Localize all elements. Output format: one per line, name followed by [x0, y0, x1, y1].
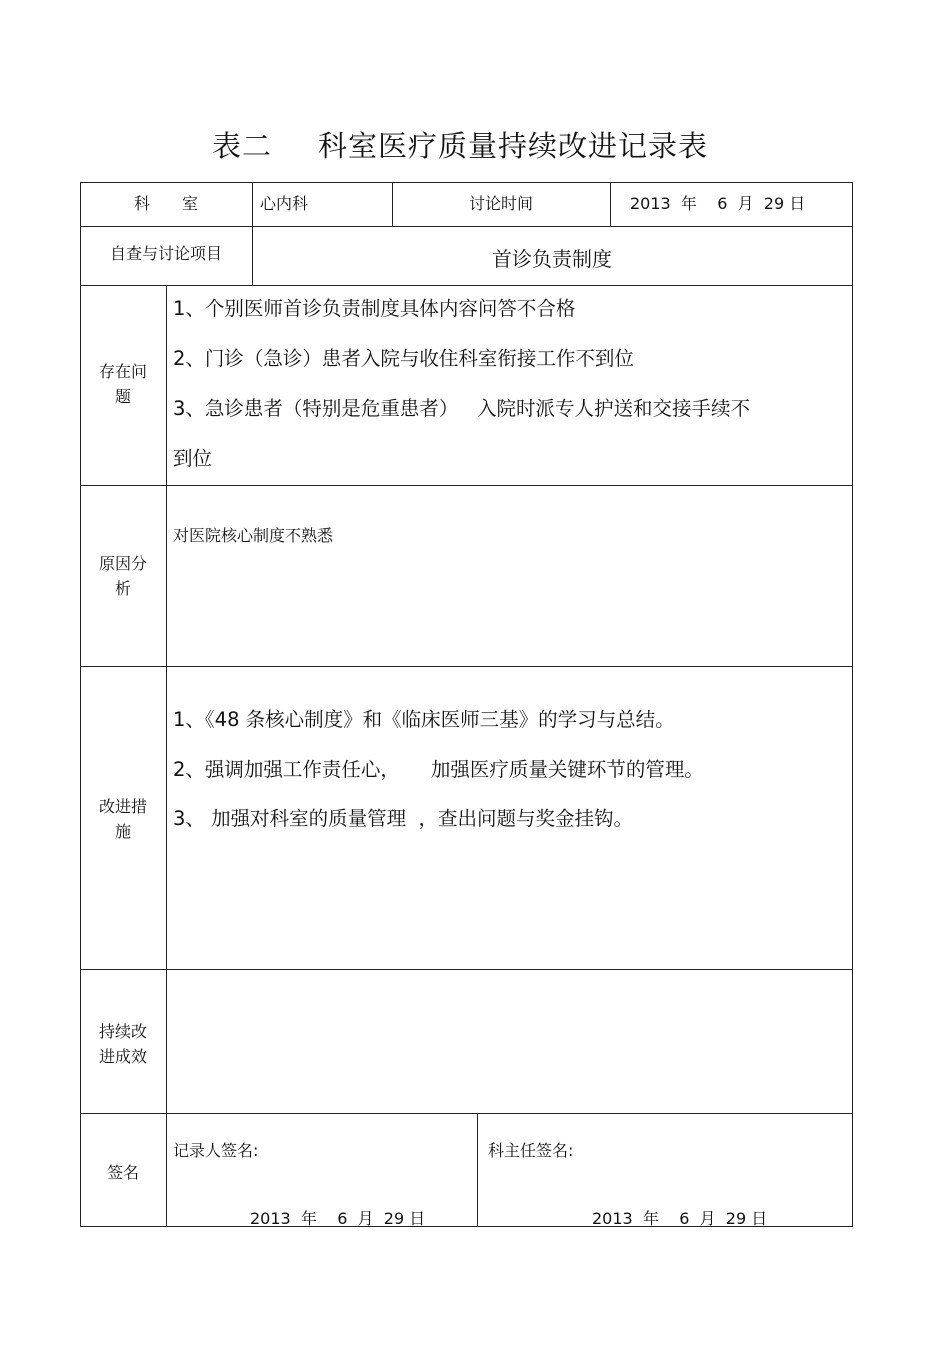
problem-item: 1、个别医师首诊负责制度具体内容问答不合格	[173, 297, 576, 320]
col-divider	[166, 285, 167, 1227]
dept-value: 心内科	[260, 194, 309, 213]
problem-item: 到位	[173, 447, 213, 470]
recorder-date: 2013 年 6 月 29 日	[250, 1209, 426, 1228]
dept-label: 科 室	[133, 194, 198, 213]
director-date: 2013 年 6 月 29 日	[592, 1209, 768, 1228]
col-divider	[477, 1113, 478, 1227]
table-border-left	[80, 182, 81, 1227]
topic-value: 首诊负责制度	[492, 247, 612, 271]
improvement-item: 1、《48 条核心制度》和《临床医师三基》的学习与总结。	[173, 708, 675, 731]
improvement-label-line1: 改进措	[98, 797, 147, 816]
row-divider	[80, 285, 853, 286]
row-divider	[80, 666, 853, 667]
signature-label: 签名	[106, 1163, 139, 1182]
row-divider	[80, 485, 853, 486]
cause-text: 对医院核心制度不熟悉	[173, 526, 334, 545]
table-border-top	[80, 182, 853, 183]
topic-label: 自查与讨论项目	[109, 244, 222, 263]
effect-label-line1: 持续改	[98, 1022, 147, 1041]
cause-label-line2: 析	[114, 579, 131, 598]
effect-label-line2: 进成效	[98, 1047, 147, 1066]
col-divider	[610, 182, 611, 227]
cause-label-line1: 原因分	[98, 554, 147, 573]
title-prefix: 表二	[211, 129, 272, 163]
improvement-label	[80, 794, 166, 844]
improvement-item: 3、 加强对科室的质量管理 ，查出问题与奖金挂钩。	[173, 807, 634, 830]
page-title	[0, 124, 920, 165]
director-signature-label: 科主任签名:	[488, 1141, 574, 1160]
improvement-label-line2: 施	[114, 822, 131, 841]
title-main: 科室医疗质量持续改进记录表	[318, 129, 709, 163]
row-divider	[80, 1113, 853, 1114]
time-label: 讨论时间	[468, 194, 533, 213]
row-divider	[80, 969, 853, 970]
problems-label-line2: 题	[114, 387, 131, 406]
problems-label	[80, 359, 166, 409]
time-value: 2013 年 6 月 29 日	[630, 194, 806, 213]
improvement-item: 2、强调加强工作责任心， 加强医疗质量关键环节的管理。	[173, 758, 704, 781]
problem-item: 3、急诊患者（特别是危重患者） 入院时派专人护送和交接手续不	[173, 397, 751, 420]
problem-item: 2、门诊（急诊）患者入院与收住科室衔接工作不到位	[173, 347, 634, 370]
problems-label-line1: 存在问	[98, 362, 147, 381]
table-border-right	[852, 182, 853, 1227]
recorder-signature-label: 记录人签名:	[173, 1141, 259, 1160]
effect-label	[80, 1019, 166, 1069]
row-divider	[80, 226, 853, 227]
cause-label	[80, 551, 166, 601]
